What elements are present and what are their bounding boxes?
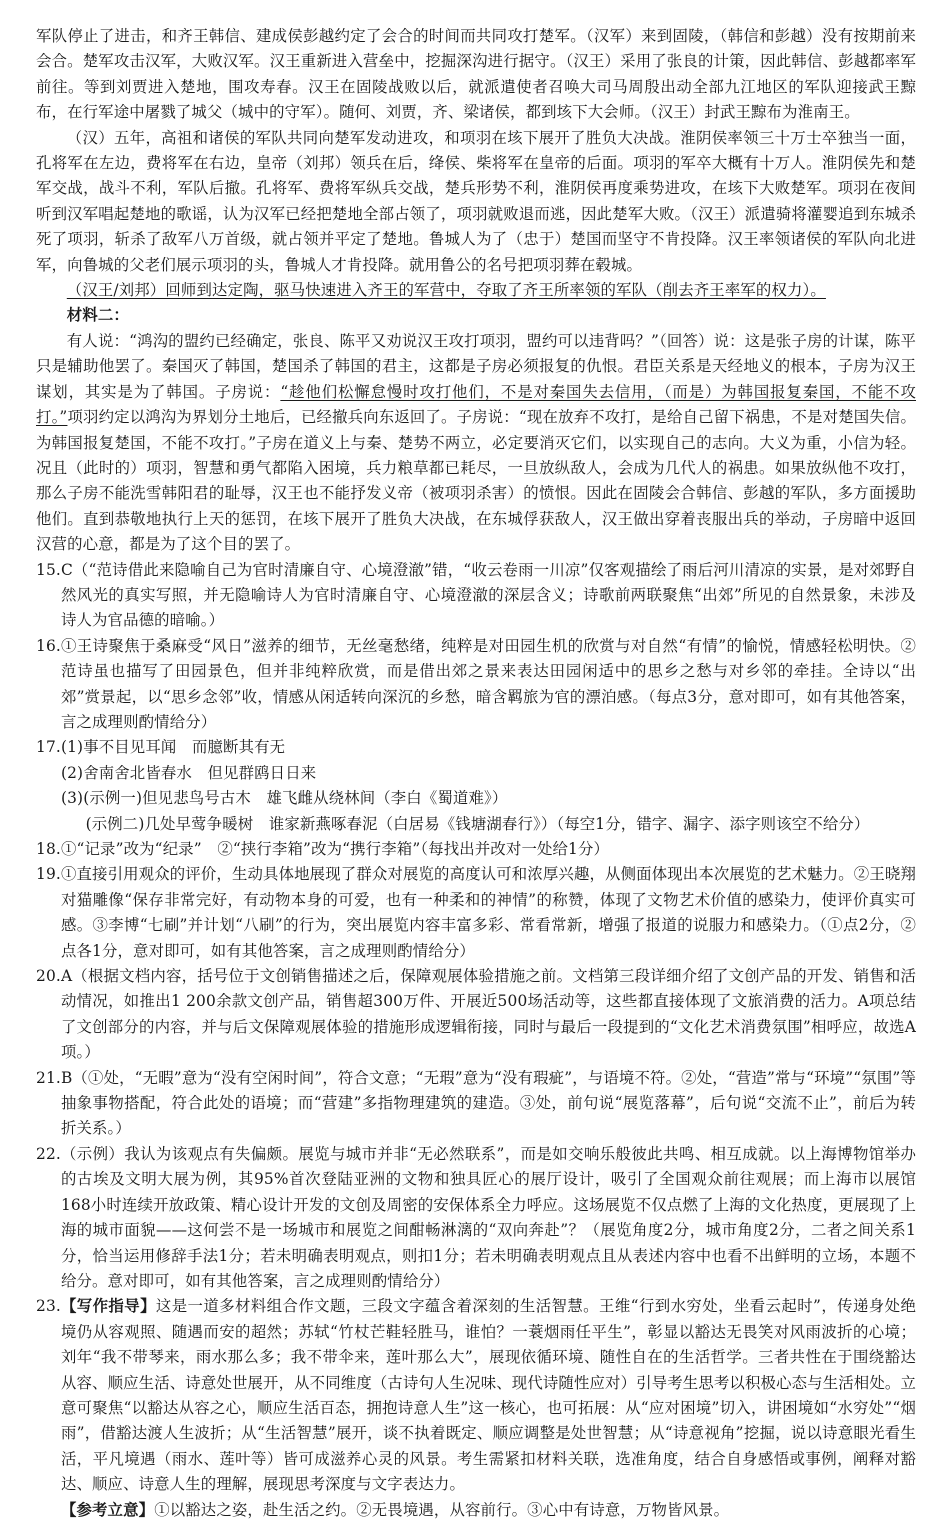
material2-text-b: 项羽约定以鸿沟为界划分土地后，已经撤兵向东返回了。子房说：“现在放弃不攻打，是给自己留下祸患，不是对楚国失信。为韩国报复楚国，不能不攻打。”子房在道义上与秦、楚势不两立，必定要消灭它们，以实现自己的志向。大义为重，小信为轻。况且（此时的）项羽，智慧和勇气都陷入困境，兵力粮草都已耗尽，一旦放纵敌人，会成为几代人的祸患。如果放纵他不攻打，那么子房不能洗雪韩阳君的耻辱，汉王也不能抒发义帝（被项羽杀害）的愤恨。因此在固陵会合韩信、彭越的军队，多方面援助他们。直到恭敬地执行上天的惩罚，在垓下展开了胜负大决战，在东城俘获敌人，汉王做出穿着丧服出兵的举动，子房暗中返回汉营的心意，都是为了这个目的罢了。 [36, 408, 916, 554]
answer-22 [36, 1142, 916, 1294]
answer-23-body [61, 1294, 916, 1523]
answer-20 [36, 964, 916, 1066]
answer-number: 21. [36, 1068, 61, 1087]
answer-text: ①“记录”改为“纪录” ②“挟行李箱”改为“携行李箱”（每找出并改对一处给1分） [60, 840, 610, 858]
answer-15 [36, 558, 916, 634]
answer-number: 19. [36, 865, 61, 884]
answer-number: 23. [36, 1297, 61, 1316]
answer-21 [36, 1066, 916, 1142]
answer-number: 16. [36, 636, 61, 655]
answer-number: 20. [36, 967, 61, 986]
answer-text: ①王诗聚焦于桑麻受“风日”滋养的细节，无丝毫愁绪，纯粹是对田园生机的欣赏与对自然“有情”的愉悦，情感轻松明快。②范诗虽也描写了田园景色，但并非纯粹欣赏，而是借出郊之景来表达田园闲适中的思乡之愁与对乡邻的牵挂。全诗以“出郊”赏景起，以“思乡念邻”收，情感从闲适转向深沉的乡愁，暗含羁旅为官的漂泊感。（每点3分，意对即可，如有其他答案，言之成理则酌情给分） [60, 636, 916, 731]
answer-text: ①直接引用观众的评价，生动具体地展现了群众对展览的高度认可和浓厚兴趣，从侧面体现出本次展览的艺术魅力。②王晓翔对猫雕像“保存非常完好，有动物本身的可爱，也有一种柔和的神情”的称赞，体现了文物艺术价值的感染力，使评价真实可感。③李博“七刷”并计划“八刷”的行为，突出展览内容丰富多彩、常看常新，增强了报道的说服力和感染力。（①点2分，②点各1分，意对即可，如有其他答案，言之成理则酌情给分） [60, 865, 916, 960]
answer-17-line-2: (2)舍南舍北皆春水 但见群鸥日日来 [60, 763, 317, 782]
material2-heading: 材料二： [66, 306, 129, 325]
material2-text-a: 有人说：“鸿沟的盟约已经确定，张良、陈平又劝说汉王攻打项羽，盟约可以违背吗？”（回答）说：这是张子房的计谋，陈平只是辅助他罢了。秦国灭了韩国，楚国杀了韩国的君主，这都是子房必须报复的仇恨。君臣关系是天经地义的根本，子房为汉王谋划，其实是为了韩国。子房说： [36, 331, 916, 401]
reference-ideas [61, 1498, 916, 1523]
answer-text: C（“范诗借此来隐喻自己为官时清廉自守、心境澄澈”错，“收云卷雨一川凉”仅客观描绘了雨后河川清凉的实景，是对郊野自然风光的真实写照，并无隐喻诗人为官时清廉自守、心境澄澈的深层含义；诗歌前两联聚焦“出郊”所见的自然景象，未涉及诗人为官品德的暗喻。） [60, 560, 916, 630]
writing-guide-label: 【写作指导】 [60, 1297, 156, 1316]
answer-18 [36, 837, 916, 862]
reference-ideas-text: ①以豁达之姿，赴生活之约。②无畏境遇，从容前行。③心中有诗意，万物皆风景。 [154, 1500, 730, 1519]
answer-text: （示例）我认为该观点有失偏颇。展览与城市并非“无必然联系”，而是如交响乐般彼此共鸣、相互成就。以上海博物馆举办的古埃及文明大展为例，其95%首次登陆亚洲的文物和独具匠心的展厅设计，吸引了全国观众前往观展；而上海市以展馆168小时连续开放政策、精心设计开发的文创及周密的安保体系全力呼应。这场展览不仅点燃了上海的文化热度，更展现了上海的城市面貌——这何尝不是一场城市和展览之间酣畅淋漓的“双向奔赴”？（展览角度2分，城市角度2分，二者之间关系1分，恰当运用修辞手法1分；若未明确表明观点，则扣1分；若未明确表明观点且从表述内容中也看不出鲜明的立场，本题不给分。意对即可，如有其他答案，言之成理则酌情给分） [60, 1144, 916, 1290]
answer-17-body [61, 735, 916, 837]
material2-underlined-quote: “趁他们松懈怠慢时攻打他们，不是对秦国失去信用，（而是）为韩国报复秦国，不能不攻打。” [36, 382, 916, 427]
answer-number: 17. [36, 738, 61, 757]
answer-16 [36, 634, 916, 736]
answer-number: 22. [36, 1144, 61, 1163]
answer-17-line-4: (示例二)几处早莺争暖树 谁家新燕啄春泥（白居易《钱塘湖春行》）（每空1分，错字、漏字、添字则该空不给分） [85, 814, 870, 833]
writing-guide [61, 1294, 916, 1497]
answer-23 [36, 1294, 916, 1523]
answer-19 [36, 862, 916, 964]
reference-ideas-label: 【参考立意】 [60, 1500, 155, 1519]
writing-guide-text: 这是一道多材料组合作文题，三段文字蕴含着深刻的生活智慧。王维“行到水穷处，坐看云起时”，传递身处绝境仍从容观照、随遇而安的超然；苏轼“竹杖芒鞋轻胜马，谁怕？一蓑烟雨任平生”，彰显以豁达无畏笑对风雨波折的心境；刘年“我不带琴来，雨水那么多；我不带伞来，莲叶那么大”，展现依循环境、随性自在的生活哲学。三者共性在于围绕豁达从容、顺应生活、诗意处世展开，从不同维度（古诗句人生况味、现代诗随性应对）引导考生思考以积极心态与生活相处。立意可聚焦“以豁达从容之心，顺应生活百态，拥抱诗意人生”这一核心，也可拓展：从“应对困境”切入，讲困境如“水穷处”“烟雨”，借豁达渡人生波折；从“生活智慧”展开，谈不执着既定、顺应调整是处世智慧；从“诗意视角”挖掘，说以诗意眼光看生活，平凡境遇（雨水、莲叶等）皆可成滋养心灵的风景。考生需紧扣材料关联，选准角度，结合自身感悟或事例，阐释对豁达、顺应、诗意人生的理解，展现思考深度与文字表达力。 [60, 1297, 916, 1494]
material2-paragraph [36, 329, 916, 558]
answer-17 [36, 735, 916, 837]
answer-number: 18. [36, 840, 61, 858]
material1-paragraph-2: （汉）五年，高祖和诸侯的军队共同向楚军发动进攻，和项羽在垓下展开了胜负大决战。淮阴侯率领三十万士卒独当一面，孔将军在左边，费将军在右边，皇帝（刘邦）领兵在后，绛侯、柴将军在皇帝的后面。项羽的军卒大概有十万人。淮阴侯先和楚军交战，战斗不利，军队后撤。孔将军、费将军纵兵交战，楚兵形势不利，淮阴侯再度乘势进攻，在垓下大败楚军。项羽在夜间听到汉军唱起楚地的歌谣，认为汉军已经把楚地全部占领了，项羽就败退而逃，因此楚军大败。（汉王）派遣骑将灌婴追到东城杀死了项羽，斩杀了敌军八万首级，就占领并平定了楚地。鲁城人为了（忠于）楚国而坚守不肯投降。汉王率领诸侯的军队向北进军，向鲁城的父老们展示项羽的头，鲁城人才肯投降。就用鲁公的名号把项羽葬在毂城。 [36, 128, 916, 274]
answer-text: B（①处，“无暇”意为“没有空闲时间”，符合文意；“无瑕”意为“没有瑕疵”，与语境不符。②处，“营造”常与“环境”“氛围”等抽象事物搭配，符合此处的语境；而“营建”多指物理建筑的建造。③处，前句说“展览落幕”，后句说“交流不止”，前后为转折关系。） [60, 1068, 916, 1138]
answer-17-line-1: (1)事不目见耳闻 而臆断其有无 [60, 738, 286, 757]
material1-paragraph-3: （汉王/刘邦）回师到达定陶，驱马快速进入齐王的军营中，夺取了齐王所率领的军队（削去齐王率军的权力）。 [66, 281, 826, 300]
answer-17-line-3: (3)(示例一)但见悲鸟号古木 雄飞雌从绕林间（李白《蜀道难》） [60, 789, 508, 808]
answer-number: 15. [36, 560, 61, 579]
material1-paragraph-1: 军队停止了进击，和齐王韩信、建成侯彭越约定了会合的时间而共同攻打楚军。（汉军）来到固陵，（韩信和彭越）没有按期前来会合。楚军攻击汉军，大败汉军。汉王重新进入营垒中，挖掘深沟进行据守。（汉王）采用了张良的计策，因此韩信、彭越都率军前往。等到刘贾进入楚地，围攻寿春。汉王在固陵战败以后，就派遣使者召唤大司马周殷出动全部九江地区的军队迎接武王黥布，在行军途中屠戮了城父（城中的守军）。随何、刘贾，齐、梁诸侯，都到垓下大会师。（汉王）封武王黥布为淮南王。 [36, 27, 916, 122]
answer-text: A（根据文档内容，括号位于文创销售描述之后，保障观展体验措施之前。文档第三段详细介绍了文创产品的开发、销售和活动情况，如推出1 200余款文创产品，销售超300万件、开展近500场活动等，这些都直接体现了文旅消费的活力。A项总结了文创部分的内容，并与后文保障观展体验的措施形成逻辑衔接，同时与最后一段提到的“文化艺术消费氛围”相呼应，故选A项。） [60, 967, 916, 1062]
